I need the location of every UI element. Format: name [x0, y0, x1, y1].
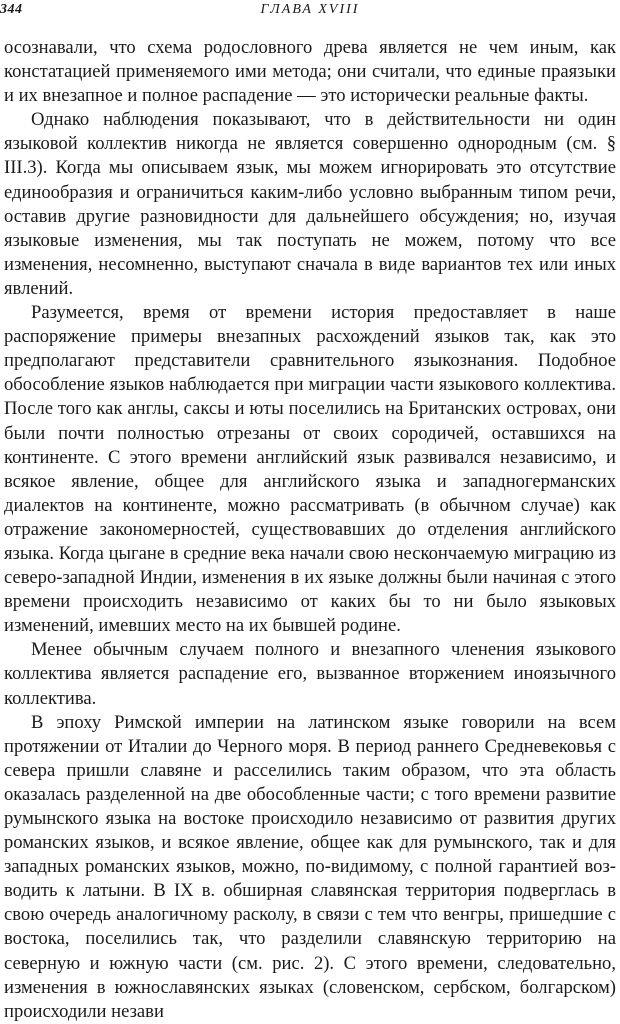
paragraph: осознавали, что схема родословного древа является не чем иным, как констатацией применяемого ими метода; они считали, что единые праязыки и их внезапное и полное распадение — это исторически реальные факты. [4, 37, 616, 107]
paragraph: Разумеется, время от времени история предоставляет в наше распоряжение примеры внезапных расхождений языков так, как это предполагают представители сравнительного языкознания. Подобное обособление языков наблюдается при миграции части языкового коллектива. После того как англы, саксы и юты поселились на Британских островах, они были почти полностью отрезаны от своих сородичей, оставшихся на континенте. С этого времени английский язык развивался независимо, и всякое явление, общее для английского языка и западногерманских диалектов на континенте, можно рассматривать (в обычном случае) как отражение закономерностей, существовавших до отделения английского языка. Когда цыгане в средние века начали свою нескончаемую миграцию из северо-западной Индии, изменения в их языке должны были начиная с этого времени происходить независимо от каких бы то ни было языковых изменений, имевших место на их бывшей родине. [4, 302, 616, 637]
paragraph: Менее обычным случаем полного и внезапного членения языкового коллектива является распадение его, вызванное вторжением иноязычного коллектива. [4, 639, 616, 709]
paragraph: Однако наблюдения показывают, что в действительности ни один языковой коллектив никогда не является совершенно однородным (см. § III.3). Когда мы описываем язык, мы можем игнорировать это отсутствие единообразия и ограничиться каким-либо условно выбранным типом речи, оставив другие разновидности для дальнейшего обсуждения; но, изучая языковые изменения, мы так поступать не можем, потому что все изменения, несомненно, выступают сначала в виде вариантов тех или иных явлений. [4, 109, 616, 299]
paragraph: В эпоху Римской империи на латинском языке говорили на всем протяжении от Италии до Черного моря. В период раннего Средневековья с севера пришли славяне и расселились таким образом, что эта область оказалась разделенной на две обособленные части; с того времени развитие румынского языка на востоке происходило независимо от развития других романских языков, и всякое явление, общее как для румынского, так и для западных романских языков, можно, по-видимому, с полной гарантией возводить к латыни. В IX в. обширная славянская территория подверглась в свою очередь аналогичному расколу, в связи с тем что венгры, пришедшие с востока, поселились так, что разделили славянскую территорию на северную и южную части (см. рис. 2). С этого времени, следовательно, изменения в южнославянских языках (словенском, сербском, болгарском) происходили незави [4, 711, 616, 1022]
running-head: ГЛАВА XVIII [260, 2, 360, 17]
page-header [0, 0, 620, 24]
page-number: 344 [0, 2, 23, 17]
body-text [4, 36, 616, 1024]
